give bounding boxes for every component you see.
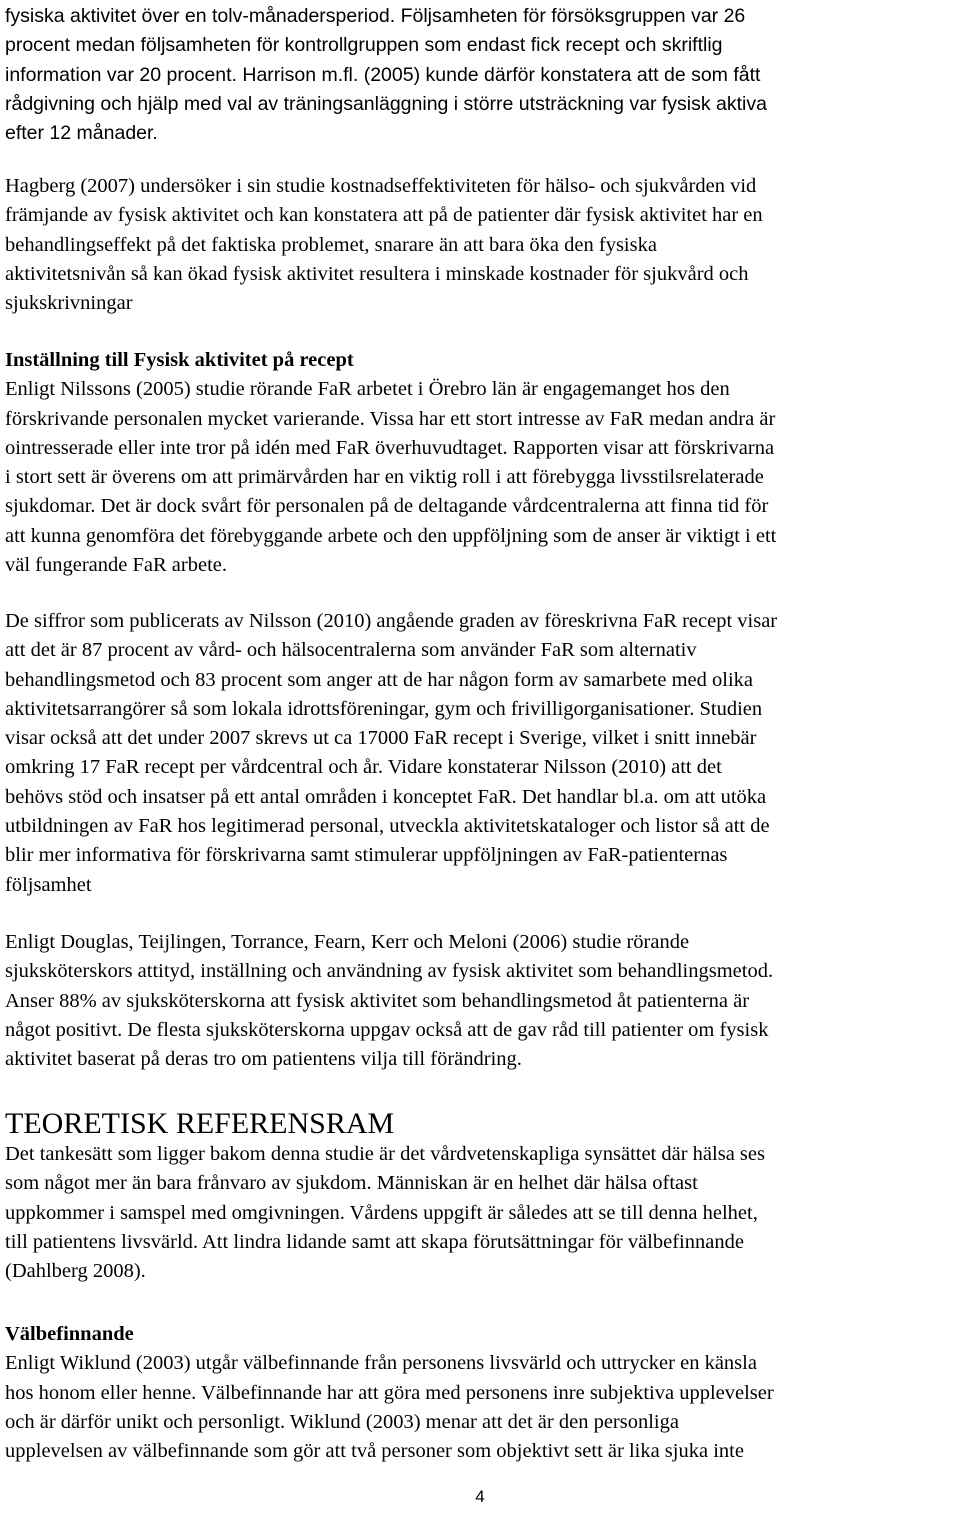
text-line: aktivitetsarrangörer så som lokala idrottsföreningar, gym och frivilligorganisationer. Studien xyxy=(5,697,763,720)
text-line: som något mer än bara frånvaro av sjukdom. Människan är en helhet där hälsa oftast xyxy=(5,1172,698,1195)
text-line: väl fungerande FaR arbete. xyxy=(5,554,227,577)
text-line: aktivitet baserat på deras tro om patientens vilja till förändring. xyxy=(5,1048,522,1071)
paragraph-wiklund xyxy=(5,1349,774,1466)
text-line: och är därför unikt och personligt. Wiklund (2003) menar att det är den personliga xyxy=(5,1410,679,1433)
paragraph-nilsson-2005 xyxy=(5,375,776,580)
text-line: ointresserade eller inte tror på idén med FaR överhuvudtaget. Rapporten visar att förskrivarna xyxy=(5,436,775,459)
section-valbefinnande xyxy=(5,1320,774,1466)
text-line: behandlingsmetod och 83 procent som anger att de har någon form av samarbete med olika xyxy=(5,668,754,691)
text-line: utbildningen av FaR hos legitimerad personal, utveckla aktivitetskataloger och listor så att de xyxy=(5,815,770,838)
text-line: främjande av fysisk aktivitet och kan konstatera att på de patienter där fysisk aktivitet har en xyxy=(5,204,763,227)
paragraph-dahlberg xyxy=(5,1140,765,1286)
text-line: Hagberg (2007) undersöker i sin studie kostnadseffektiviteten för hälso- och sjukvården vid xyxy=(5,175,757,197)
text-line: visar också att det under 2007 skrevs ut ca 17000 FaR recept i Sverige, vilket i snitt innebär xyxy=(5,727,757,750)
text-line: efter 12 månader. xyxy=(5,122,158,145)
text-line: Enligt Wiklund (2003) utgår välbefinnande från personens livsvärld och uttrycker en känsla xyxy=(5,1352,757,1375)
text-line: fysiska aktivitet över en tolv-månadersperiod. Följsamheten för försöksgruppen var 26 xyxy=(5,5,746,27)
text-line: Det tankesätt som ligger bakom denna studie är det vårdvetenskapliga synsättet där hälsa ses xyxy=(5,1143,765,1165)
text-line: hos honom eller henne. Välbefinnande har att göra med personens inre subjektiva upplevelser xyxy=(5,1381,774,1404)
text-line: rådgivning och hjälp med val av träningsanläggning i större utsträckning var fysisk aktiva xyxy=(5,92,767,115)
section-heading: Inställning till Fysisk aktivitet på recept xyxy=(5,349,354,371)
text-line: information var 20 procent. Harrison m.fl. (2005) kunde därför konstatera att de som fått xyxy=(5,63,761,86)
text-line: något positivt. De flesta sjuksköterskorna uppgav också att de gav råd till patienter om fysisk xyxy=(5,1018,769,1041)
text-line: blir mer informativa för förskrivarna samt stimulerar uppföljningen av FaR-patienternas xyxy=(5,844,728,867)
text-line: procent medan följsamheten för kontrollgruppen som endast fick recept och skriftlig xyxy=(5,34,723,57)
text-line: Anser 88% av sjuksköterskorna att fysisk aktivitet som behandlingsmetod åt patienterna är xyxy=(5,989,750,1012)
text-line: sjukdomar. Det är dock svårt för personalen på de deltagande vårdcentralerna att finna tid för xyxy=(5,495,769,518)
text-line: upplevelsen av välbefinnande som gör att två personer som objektivt sett är lika sjuka inte xyxy=(5,1440,744,1463)
text-line: De siffror som publicerats av Nilsson (2010) angående graden av föreskrivna FaR recept visar xyxy=(5,610,778,632)
text-line: att kunna genomföra det förebyggande arbete och den uppföljning som de anser är viktigt i ett xyxy=(5,524,777,547)
text-line: Enligt Douglas, Teijlingen, Torrance, Fearn, Kerr och Meloni (2006) studie rörande xyxy=(5,931,690,953)
paragraph-nilsson-2010 xyxy=(5,607,777,900)
text-line: Enligt Nilssons (2005) studie rörande FaR arbetet i Örebro län är engagemanget hos den xyxy=(5,378,730,401)
paragraph-hagberg xyxy=(5,172,763,318)
paragraph-douglas xyxy=(5,928,773,1074)
section-installning xyxy=(5,346,776,580)
page-number: 4 xyxy=(475,1487,485,1506)
text-line: följsamhet xyxy=(5,873,92,896)
section-teoretisk-referensram xyxy=(5,1107,765,1286)
text-line: aktivitetsnivån så kan ökad fysisk aktivitet resultera i minskade kostnader för sjukvård och xyxy=(5,262,749,285)
section-heading: Välbefinnande xyxy=(5,1323,134,1345)
text-line: sjuksköterskors attityd, inställning och användning av fysisk aktivitet som behandlingsmetod. xyxy=(5,960,774,983)
text-line: i stort sett är överens om att primärvården har en viktig roll i att förebygga livsstilsrelaterade xyxy=(5,466,764,489)
text-line: uppkommer i samspel med omgivningen. Vårdens uppgift är således att se till denna helhet, xyxy=(5,1201,758,1224)
text-line: förskrivande personalen mycket varierande. Vissa har ett stort intresse av FaR medan andra är xyxy=(5,407,776,430)
text-line: sjukskrivningar xyxy=(5,292,133,315)
paragraph-harrison xyxy=(5,2,767,148)
text-line: behandlingseffekt på det faktiska problemet, snarare än att bara öka den fysiska xyxy=(5,233,657,256)
text-line: att det är 87 procent av vård- och hälsocentralerna som använder FaR som alternativ xyxy=(5,639,697,662)
section-heading: TEORETISK REFERENSRAM xyxy=(5,1107,395,1140)
text-line: omkring 17 FaR recept per vårdcentral och år. Vidare konstaterar Nilsson (2010) att det xyxy=(5,756,722,779)
text-line: behövs stöd och insatser på ett antal områden i konceptet FaR. Det handlar bl.a. om att utöka xyxy=(5,785,767,808)
text-line: till patientens livsvärld. Att lindra lidande samt att skapa förutsättningar för välbefinnande xyxy=(5,1230,744,1253)
text-line: (Dahlberg 2008). xyxy=(5,1260,146,1283)
